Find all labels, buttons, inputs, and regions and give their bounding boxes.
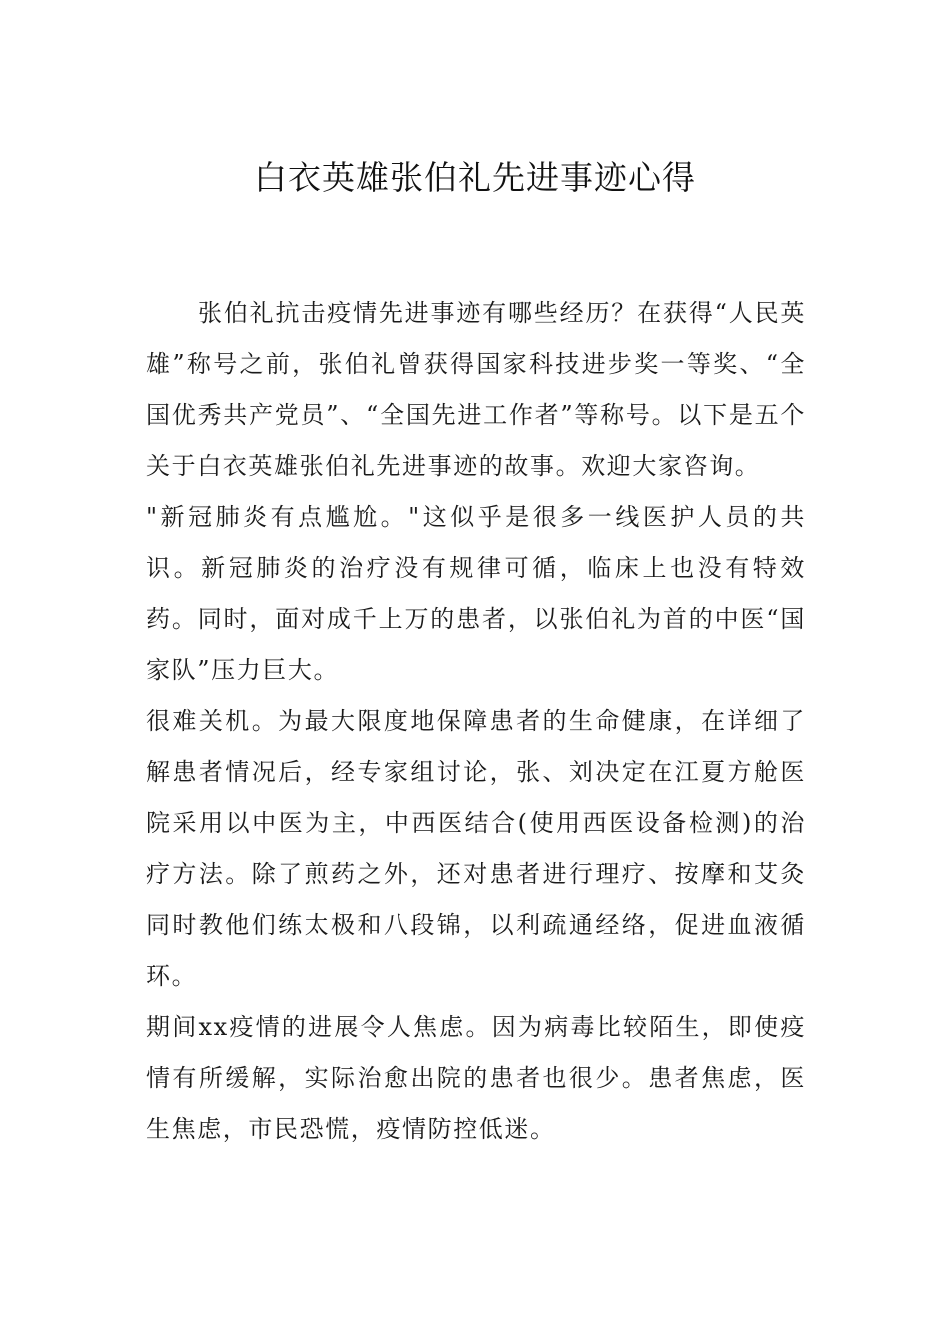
document-body bbox=[146, 288, 806, 1155]
paragraph-covid-challenge: "新冠肺炎有点尴尬。"这似乎是很多一线医护人员的共识。新冠肺炎的治疗没有规律可循，临床上也没有特效药。同时，面对成千上万的患者，以张伯礼为首的中医“国家队”压力巨大。 bbox=[146, 503, 806, 684]
paragraph-anxiety: 期间xx疫情的进展令人焦虑。因为病毒比较陌生，即使疫情有所缓解，实际治愈出院的患者也很少。患者焦虑，医生焦虑，市民恐慌，疫情防控低迷。 bbox=[146, 1013, 806, 1143]
paragraph-intro: 张伯礼抗击疫情先进事迹有哪些经历？在获得“人民英雄”称号之前，张伯礼曾获得国家科技进步奖一等奖、“全国优秀共产党员”、“全国先进工作者”等称号。以下是五个关于白衣英雄张伯礼先进事迹的故事。欢迎大家咨询。 bbox=[146, 299, 806, 480]
paragraph-treatment: 很难关机。为最大限度地保障患者的生命健康，在详细了解患者情况后，经专家组讨论，张、刘决定在江夏方舱医院采用以中医为主，中西医结合(使用西医设备检测)的治疗方法。除了煎药之外，还对患者进行理疗、按摩和艾灸同时教他们练太极和八段锦，以利疏通经络，促进血液循环。 bbox=[146, 707, 806, 990]
document-title: 白衣英雄张伯礼先进事迹心得 bbox=[254, 158, 696, 197]
